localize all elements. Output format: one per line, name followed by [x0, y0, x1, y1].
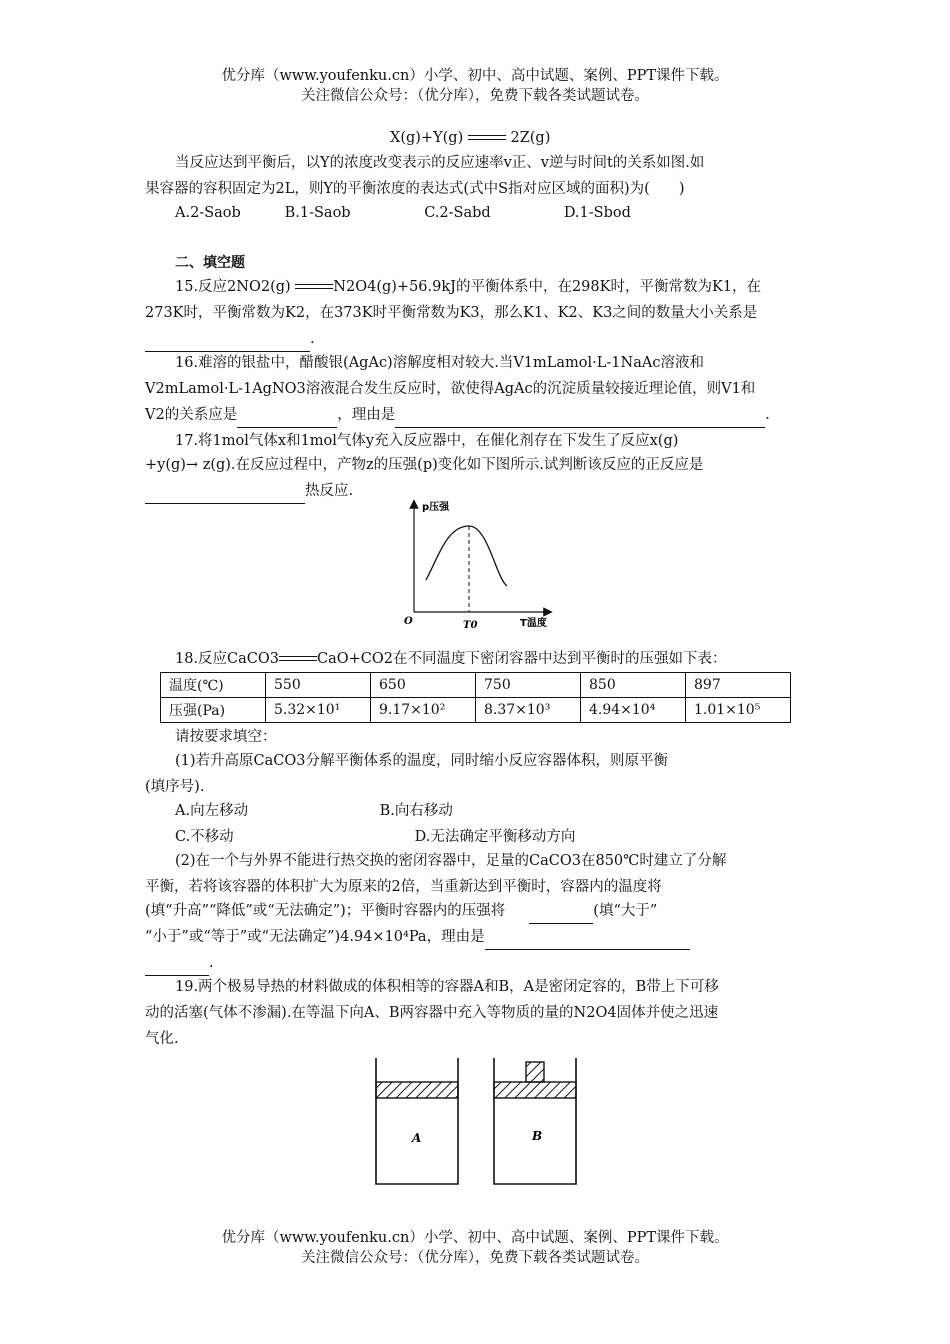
q16-reason-blank[interactable]	[395, 409, 765, 428]
q17-line-2: +y(g)→ z(g).在反应过程中，产物z的压强(p)变化如下图所示.试判断该反应的正反应是	[145, 457, 704, 473]
q17-line-1: 17.将1mol气体x和1mol气体y充入反应器中，在催化剂存在下发生了反应x(g)	[175, 433, 679, 449]
q15-end: .	[310, 331, 315, 347]
containers-diagram	[370, 1054, 590, 1190]
y-axis-label: p压强	[422, 502, 450, 513]
q15-line-3	[145, 326, 805, 352]
container-b-label: B	[532, 1129, 543, 1143]
q18-part2-text-c: “小于”或“等于”或“无法确定”)4.94×10⁴Pa，理由是	[145, 929, 485, 945]
q14-option-d: D.1-Sbod	[563, 205, 631, 221]
q18-part2-line-1: (2)在一个与外界不能进行热交换的密闭容器中，足量的CaCO3在850℃时建立了分解	[175, 853, 727, 869]
q14-option-b: B.1-Saob	[284, 205, 351, 221]
q18-line-1	[145, 646, 835, 672]
q19-line-3: 气化.	[145, 1031, 179, 1047]
header-line-2: 关注微信公众号：（优分库），免费下载各类试题试卷。	[301, 88, 649, 104]
q18-options-row-2	[145, 824, 835, 850]
q19-line-2: 动的活塞(气体不渗漏).在等温下向A、B两容器中充入等物质的量的N2O4固体并使之迅速	[145, 1005, 719, 1021]
q16-text-a: V2的关系应是	[145, 407, 238, 423]
container-b	[494, 1058, 576, 1184]
q18-part2-end: .	[209, 955, 214, 971]
equilibrium-pressure-table	[160, 672, 791, 723]
fixed-lid	[376, 1082, 458, 1098]
q14-option-c: C.2-Sabd	[424, 205, 491, 221]
q14-equation	[390, 126, 550, 150]
q18-part2-text-a: (填“升高”“降低”或“无法确定”)；平衡时容器内的压强将	[145, 903, 506, 919]
table-row-temperature	[161, 673, 791, 698]
q16-text-b: ，理由是	[337, 407, 396, 423]
q14-eq-left: X(g)+Y(g)	[390, 130, 464, 146]
q15-text-b: N2O4(g)+56.9kJ的平衡体系中，在298K时，平衡常数为K1，在	[333, 279, 762, 295]
table-cell: 8.37×10³	[476, 698, 581, 723]
q18-options-row-1	[145, 798, 835, 824]
table-row-pressure	[161, 698, 791, 723]
q18-option-c: C.不移动	[175, 829, 234, 845]
q15-text-a: 15.反应2NO2(g)	[175, 279, 291, 295]
container-a-label: A	[412, 1131, 422, 1145]
q14-text-2: 果容器的容积固定为2L，则Y的平衡浓度的表达式(式中S指对应区域的面积)为( )	[145, 181, 685, 197]
q16-end: .	[765, 407, 770, 423]
equilibrium-arrow-icon	[295, 282, 333, 292]
equilibrium-arrow-icon	[468, 133, 506, 143]
x-axis-label: T温度	[520, 618, 547, 629]
q14-eq-right: 2Z(g)	[510, 130, 551, 146]
q16-line-1: 16.难溶的银盐中，醋酸银(AgAc)溶解度相对较大.当V1mLamol·L-1NaAc溶液和	[175, 355, 704, 371]
q14-options	[145, 200, 835, 226]
table-cell: 650	[371, 673, 476, 698]
movable-piston	[494, 1082, 576, 1098]
q18-reason-blank[interactable]	[485, 931, 690, 950]
table-cell: 9.17×10²	[371, 698, 476, 723]
q18-option-a: A.向左移动	[175, 803, 249, 819]
q18-text-a: 18.反应CaCO3	[175, 651, 280, 667]
table-cell: 4.94×10⁴	[581, 698, 686, 723]
q18-part1-line-2: (填序号).	[145, 779, 205, 795]
q18-part2-line-3	[145, 898, 805, 924]
q18-part2-line-4	[145, 924, 805, 950]
table-cell: 5.32×10¹	[266, 698, 371, 723]
q18-part2-line-2: 平衡，若将该容器的体积扩大为原来的2倍，当重新达到平衡时，容器内的温度将	[145, 879, 662, 895]
origin-label: O	[404, 616, 413, 627]
q14-option-a: A.2-Saob	[175, 205, 241, 221]
q18-option-b: B.向右移动	[379, 803, 453, 819]
q19-line-1: 19.两个极易导热的材料做成的体积相等的容器A和B，A是密闭定容的，B带上下可移	[175, 979, 719, 995]
q15-line-1	[145, 274, 835, 300]
q16-line-2: V2mLamol·L-1AgNO3溶液混合发生反应时，欲使得AgAc的沉淀质量较接近理论值，则V1和	[145, 381, 756, 397]
section-title: 二、填空题	[175, 255, 245, 271]
table-cell: 750	[476, 673, 581, 698]
table-cell: 897	[686, 673, 791, 698]
q18-text-b: CaO+CO2在不同温度下密闭容器中达到平衡时的压强如下表：	[317, 651, 727, 667]
footer-line-2: 关注微信公众号：（优分库），免费下载各类试题试卷。	[301, 1250, 649, 1266]
header-line-1: 优分库（www.youfenku.cn）小学、初中、高中试题、案例、PPT课件下载。	[221, 68, 729, 84]
table-header-cell: 压强(Pa)	[161, 698, 266, 723]
pressure-temperature-graph	[400, 498, 560, 638]
q18-part2-line-5	[145, 950, 805, 976]
peak-label: T0	[463, 620, 478, 631]
q17-text: 热反应.	[305, 483, 354, 499]
q16-line-3	[145, 402, 805, 428]
pressure-curve	[426, 526, 507, 586]
q18-part2-text-b: (填“大于”	[593, 903, 658, 919]
table-cell: 550	[266, 673, 371, 698]
piston-handle	[526, 1062, 544, 1082]
table-header-cell: 温度(℃)	[161, 673, 266, 698]
table-cell: 1.01×10⁵	[686, 698, 791, 723]
q18-part1-line-1: (1)若升高原CaCO3分解平衡体系的温度，同时缩小反应容器体积，则原平衡	[175, 753, 668, 769]
q18-fill-instruction: 请按要求填空：	[175, 729, 277, 745]
container-a	[376, 1058, 458, 1184]
q18-pressure-blank[interactable]	[529, 905, 593, 924]
q17-answer-blank[interactable]	[145, 485, 305, 504]
q16-relation-blank[interactable]	[237, 409, 337, 428]
q14-text-1: 当反应达到平衡后，以Y的浓度改变表示的反应速率v正、v逆与时间t的关系如图.如	[175, 155, 705, 171]
q18-option-d: D.无法确定平衡移动方向	[414, 829, 576, 845]
equilibrium-arrow-icon	[279, 654, 317, 664]
table-cell: 850	[581, 673, 686, 698]
footer-line-1: 优分库（www.youfenku.cn）小学、初中、高中试题、案例、PPT课件下载。	[221, 1230, 729, 1246]
q15-line-2: 273K时，平衡常数为K2，在373K时平衡常数为K3，那么K1、K2、K3之间的数量大小关系是	[145, 305, 758, 321]
